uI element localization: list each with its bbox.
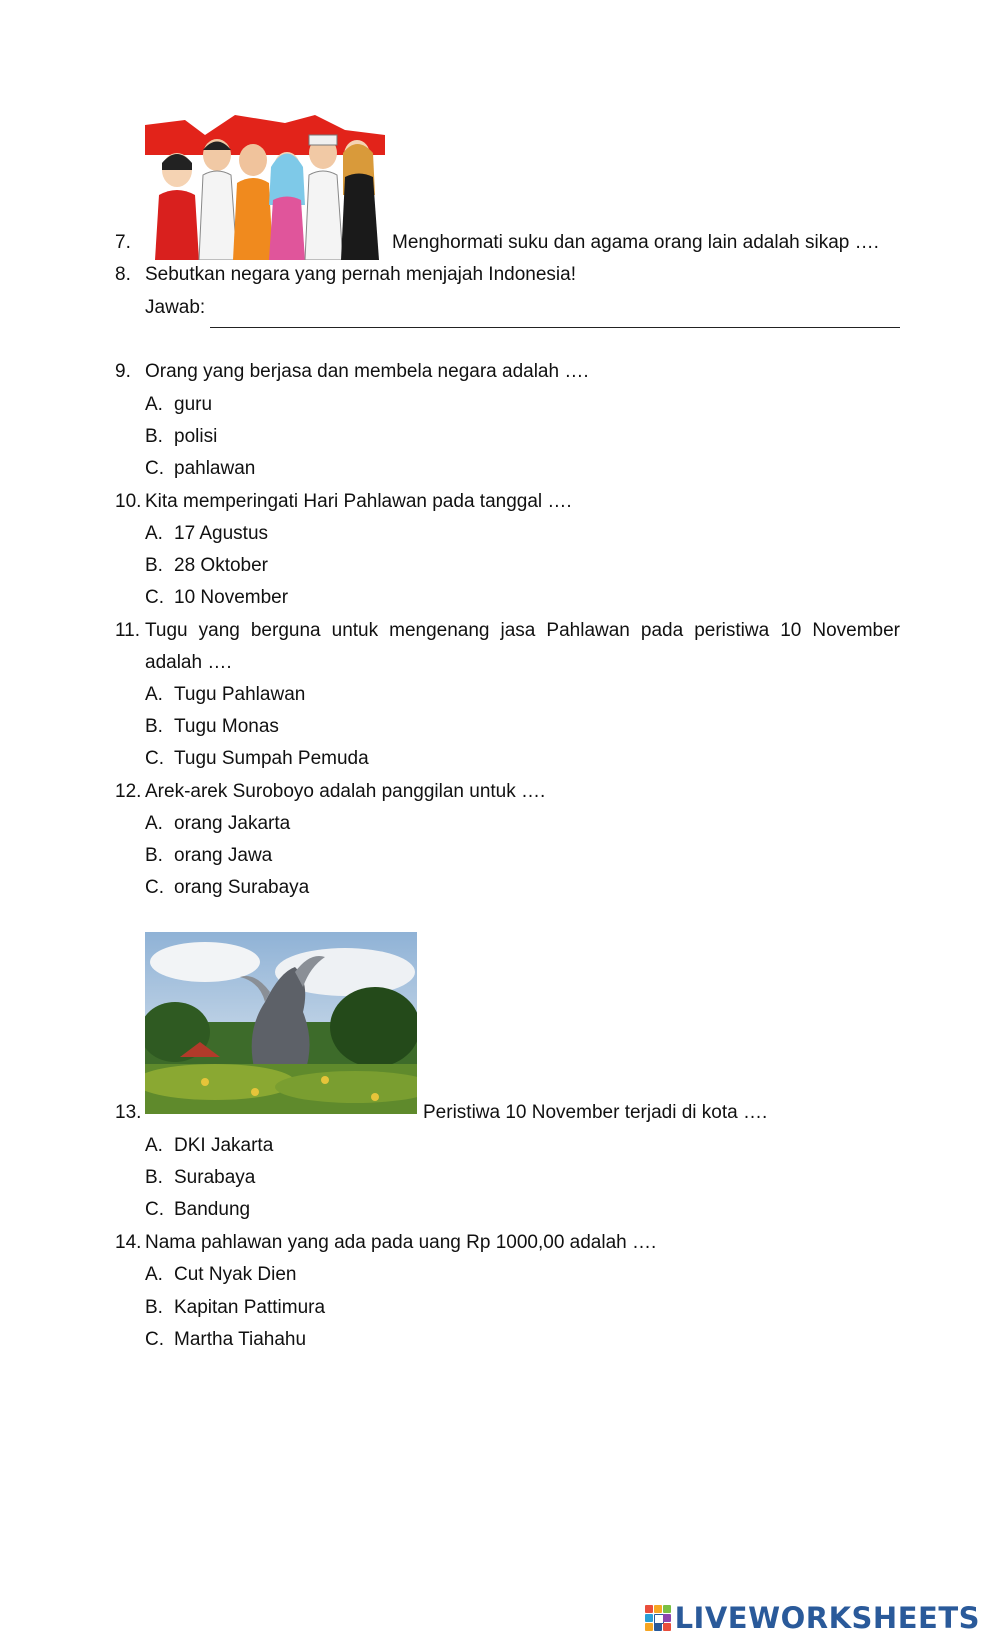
option-letter: A. (145, 1264, 163, 1285)
q12-option-b[interactable] (145, 845, 272, 867)
option-letter: B. (145, 426, 163, 447)
option-text: orang Jakarta (174, 813, 291, 834)
option-text: DKI Jakarta (174, 1135, 274, 1156)
option-text: Tugu Sumpah Pemuda (174, 748, 369, 769)
q9-number: 9. (115, 361, 131, 382)
q11-text-line2: adalah …. (145, 652, 232, 673)
option-letter: B. (145, 1297, 163, 1318)
option-text: pahlawan (174, 458, 256, 479)
option-letter: C. (145, 1329, 164, 1350)
q14-text: Nama pahlawan yang ada pada uang Rp 1000,00 adalah …. (145, 1232, 657, 1253)
q13-text: Peristiwa 10 November terjadi di kota …. (423, 1102, 768, 1123)
q10-text: Kita memperingati Hari Pahlawan pada tanggal …. (145, 491, 572, 512)
option-text: Surabaya (174, 1167, 256, 1188)
option-text: Kapitan Pattimura (174, 1297, 326, 1318)
option-letter: A. (145, 394, 163, 415)
option-letter: A. (145, 1135, 163, 1156)
option-text: Martha Tiahahu (174, 1329, 307, 1350)
q14-option-a[interactable] (145, 1264, 297, 1286)
q13-option-c[interactable] (145, 1199, 250, 1221)
q12-option-a[interactable] (145, 813, 290, 835)
q9-option-b[interactable] (145, 426, 217, 448)
q8-answer-line[interactable] (210, 327, 900, 328)
option-text: Cut Nyak Dien (174, 1264, 297, 1285)
option-letter: C. (145, 458, 164, 479)
option-letter: A. (145, 684, 163, 705)
option-text: Tugu Pahlawan (174, 684, 306, 705)
liveworksheets-logo (645, 1598, 980, 1638)
q11-text-line1: Tugu yang berguna untuk mengenang jasa Pahlawan pada peristiwa 10 November (145, 620, 900, 641)
option-text: Tugu Monas (174, 716, 279, 737)
option-letter: B. (145, 845, 163, 866)
q11-option-a[interactable] (145, 684, 305, 706)
option-letter: C. (145, 1199, 164, 1220)
q9-option-a[interactable] (145, 394, 212, 416)
q11-number: 11. (115, 620, 141, 641)
q13-option-a[interactable] (145, 1135, 273, 1157)
option-letter: A. (145, 523, 163, 544)
q10-option-c[interactable] (145, 587, 288, 609)
q7-text: Menghormati suku dan agama orang lain adalah sikap …. (392, 232, 879, 253)
sura-baya-monument-photo (145, 932, 417, 1114)
q8-text: Sebutkan negara yang pernah menjajah Indonesia! (145, 264, 576, 285)
option-text: 10 November (174, 587, 289, 608)
q12-number: 12. (115, 781, 142, 802)
q10-option-b[interactable] (145, 555, 268, 577)
q14-option-b[interactable] (145, 1297, 325, 1319)
liveworksheets-logo-icon (645, 1605, 671, 1631)
option-text: polisi (174, 426, 218, 447)
option-letter: B. (145, 716, 163, 737)
q9-option-c[interactable] (145, 458, 255, 480)
q7-number: 7. (115, 232, 131, 253)
q10-option-a[interactable] (145, 523, 268, 545)
q12-text: Arek-arek Suroboyo adalah panggilan untuk …. (145, 781, 546, 802)
option-letter: A. (145, 813, 163, 834)
option-letter: B. (145, 1167, 163, 1188)
option-text: orang Jawa (174, 845, 273, 866)
q8-number: 8. (115, 264, 131, 285)
liveworksheets-logo-text: LIVEWORKSHEETS (674, 1601, 980, 1635)
option-text: 17 Agustus (174, 523, 269, 544)
q14-option-c[interactable] (145, 1329, 306, 1351)
option-text: orang Surabaya (174, 877, 310, 898)
q9-text: Orang yang berjasa dan membela negara adalah …. (145, 361, 589, 382)
q13-number: 13. (115, 1102, 142, 1123)
option-text: guru (174, 394, 213, 415)
option-letter: C. (145, 877, 164, 898)
q8-answer-label: Jawab: (145, 297, 206, 318)
option-letter: C. (145, 587, 164, 608)
option-text: 28 Oktober (174, 555, 268, 576)
option-text: Bandung (174, 1199, 251, 1220)
option-letter: C. (145, 748, 164, 769)
q12-option-c[interactable] (145, 877, 309, 899)
q10-number: 10. (115, 491, 142, 512)
q13-option-b[interactable] (145, 1167, 255, 1189)
q11-option-c[interactable] (145, 748, 369, 770)
q14-number: 14. (115, 1232, 142, 1253)
diversity-people-illustration (145, 115, 385, 260)
q11-option-b[interactable] (145, 716, 279, 738)
option-letter: B. (145, 555, 163, 576)
